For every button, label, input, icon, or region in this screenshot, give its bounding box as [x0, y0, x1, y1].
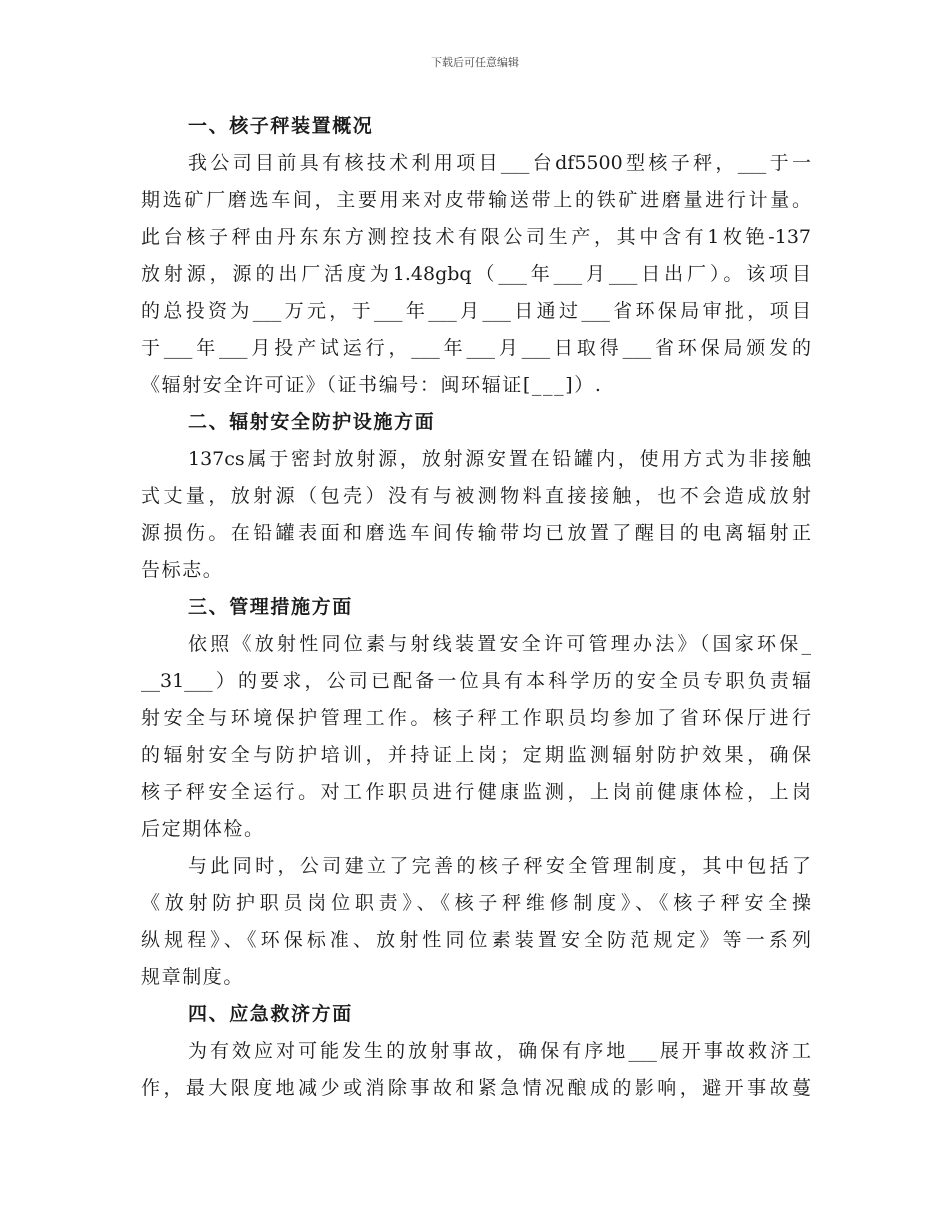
- paragraph-line: 告标志。: [141, 559, 224, 581]
- paragraph-line: 此台核子秤由丹东东方测控技术有限公司生产，其中含有1枚铯-137: [141, 226, 811, 248]
- paragraph-line: 式丈量，放射源（包壳）没有与被测物料直接接触，也不会造成放射: [141, 485, 811, 507]
- paragraph-line: 源损伤。在铅罐表面和磨选车间传输带均已放置了醒目的电离辐射正: [141, 522, 811, 544]
- paragraph-line: 我公司目前具有核技术利用项目___台df5500型核子秤，___于一: [188, 152, 811, 174]
- paragraph-line: 后定期体检。: [141, 818, 265, 840]
- paragraph-line: 作，最大限度地减少或消除事故和紧急情况酿成的影响，避开事故蔓: [141, 1077, 811, 1099]
- paragraph-line: 《辐射安全许可证》（证书编号：闽环辐证[___]）.: [141, 374, 603, 396]
- paragraph-line: 的辐射安全与防护培训，并持证上岗；定期监测辐射防护效果，确保: [141, 744, 811, 766]
- paragraph-line: 射安全与环境保护管理工作。核子秤工作职员均参加了省环保厅进行: [141, 707, 811, 729]
- page-header: 下载后可任意编辑: [431, 56, 519, 69]
- paragraph-line: 放射源，源的出厂活度为1.48gbq（___年___月___日出厂）。该项目: [141, 263, 811, 285]
- paragraph-line: 的总投资为___万元，于___年___月___日通过___省环保局审批，项目: [141, 300, 811, 322]
- paragraph-line: 《放射防护职员岗位职责》、《核子秤维修制度》、《核子秤安全操: [141, 892, 811, 914]
- section-heading: 二、辐射安全防护设施方面: [188, 411, 436, 433]
- paragraph-line: 期选矿厂磨选车间，主要用来对皮带输送带上的铁矿进磨量进行计量。: [141, 189, 811, 211]
- paragraph-line: 137cs属于密封放射源，放射源安置在铅罐内，使用方式为非接触: [188, 448, 811, 470]
- paragraph-line: 为有效应对可能发生的放射事故，确保有序地___展开事故救济工: [188, 1040, 811, 1062]
- paragraph-line: __31___）的要求，公司已配备一位具有本科学历的安全员专职负责辐: [141, 670, 811, 692]
- document-body: [141, 108, 811, 1107]
- paragraph-line: 规章制度。: [141, 966, 245, 988]
- paragraph-line: 纵规程》、《环保标准、放射性同位素装置安全防范规定》等一系列: [141, 929, 811, 951]
- paragraph-line: 核子秤安全运行。对工作职员进行健康监测，上岗前健康体检，上岗: [141, 781, 811, 803]
- section-heading: 一、核子秤装置概况: [188, 115, 374, 137]
- paragraph-line: 于___年___月投产试运行，___年___月___日取得___省环保局颁发的: [141, 337, 811, 359]
- paragraph-line: 与此同时，公司建立了完善的核子秤安全管理制度，其中包括了: [188, 855, 811, 877]
- section-heading: 三、管理措施方面: [188, 596, 353, 618]
- section-heading: 四、应急救济方面: [188, 1003, 353, 1025]
- paragraph-line: 依照《放射性同位素与射线装置安全许可管理办法》（国家环保_: [188, 633, 811, 655]
